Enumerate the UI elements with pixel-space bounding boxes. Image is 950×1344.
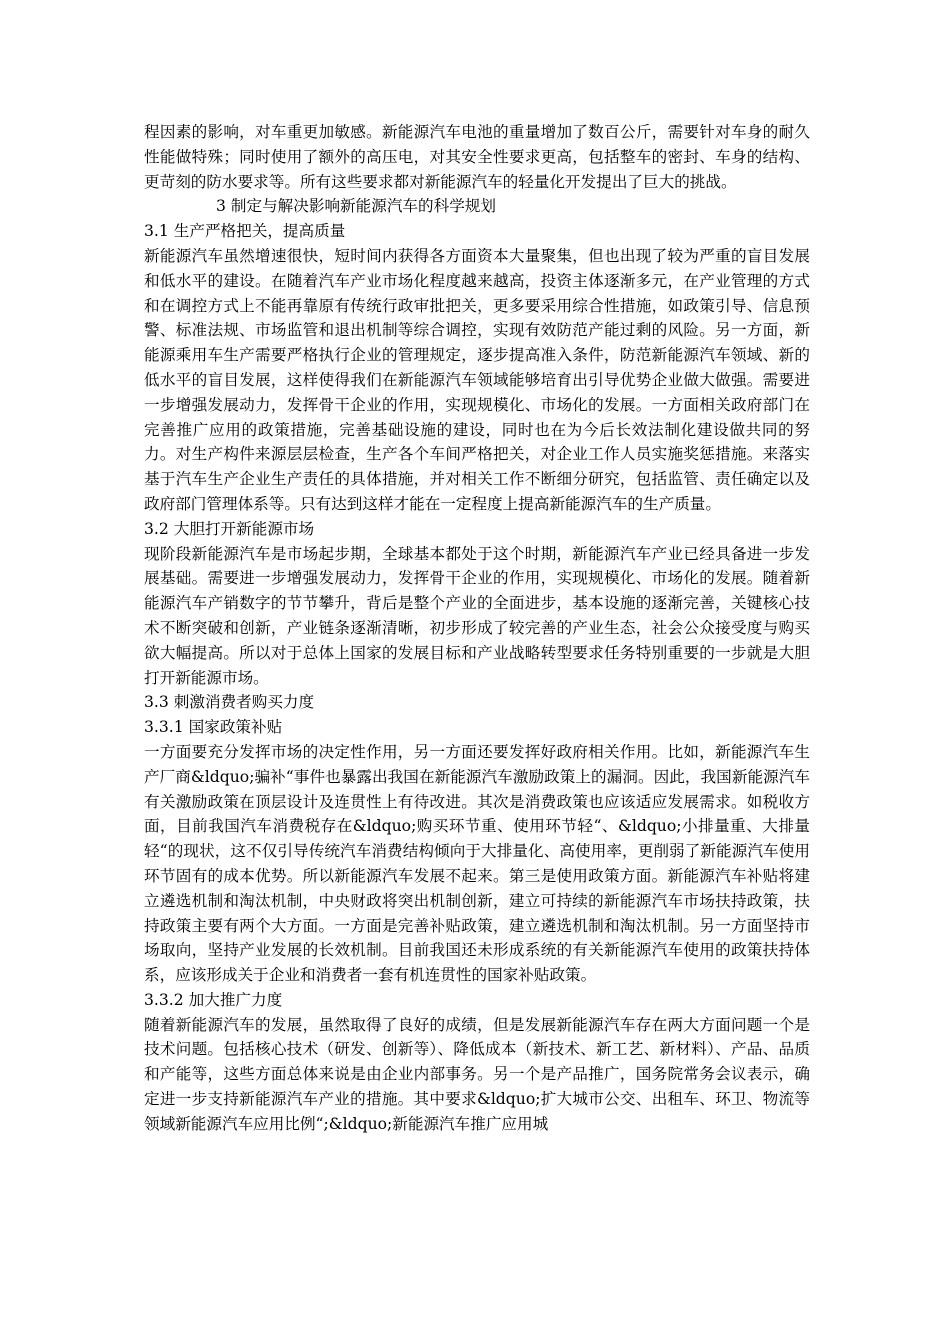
section-3-title: 3 制定与解决影响新能源汽车的科学规划 <box>216 197 496 216</box>
section-3-2-heading: 3.2 大胆打开新能源市场 <box>144 519 315 538</box>
section-3-2-paragraph: 现阶段新能源汽车是市场起步期，全球基本都处于这个时期，新能源汽车产业已经具备进一步发展基础。需要进一步增强发展动力，发挥骨干企业的作用，实现规模化、市场化的发展。随着新能源汽车产销数字的节节攀升，背后是整个产业的全面进步，基本设施的逐渐完善，关键核心技术不断突破和创新，产业链条逐渐清晰，初步形成了较完善的产业生态，社会公众接受度与购买欲大幅提高。所以对于总体上国家的发展目标和产业战略转型要求任务特别重要的一步就是大胆打开新能源市场。 <box>144 544 810 687</box>
intro-paragraph: 程因素的影响，对车重更加敏感。新能源汽车电池的重量增加了数百公斤，需要针对车身的耐久性能做特殊；同时使用了额外的高压电，对其安全性要求更高，包括整车的密封、车身的结构、更苛刻的防水要求等。所有这些要求都对新能源汽车的轻量化开发提出了巨大的挑战。 <box>144 123 810 191</box>
section-3-3-2-heading: 3.3.2 加大推广力度 <box>144 990 283 1009</box>
section-3-3-heading: 3.3 刺激消费者购买力度 <box>144 693 315 712</box>
section-3-3-1-heading: 3.3.1 国家政策补贴 <box>144 718 283 737</box>
section-3-3-2-paragraph: 随着新能源汽车的发展，虽然取得了良好的成绩，但是发展新能源汽车存在两大方面问题一个是技术问题。包括核心技术（研发、创新等）、降低成本（新技术、新工艺、新材料）、产品、品质和产能等，这些方面总体来说是由企业内部事务。另一个是产品推广，国务院常务会议表示，确定进一步支持新能源汽车产业的措施。其中要求&ldquo;扩大城市公交、出租车、环卫、物流等领域新能源汽车应用比例“;&ldquo;新能源汽车推广应用城 <box>144 1015 810 1133</box>
section-3-3-1-paragraph: 一方面要充分发挥市场的决定性作用，另一方面还要发挥好政府相关作用。比如，新能源汽车生产厂商&ldquo;骗补“事件也暴露出我国在新能源汽车激励政策上的漏洞。因此，我国新能源汽车有关激励政策在顶层设计及连贯性上有待改进。其次是消费政策也应该适应发展需求。如税收方面，目前我国汽车消费税存在&ldquo;购买环节重、使用环节轻“、&ldquo;小排量重、大排量轻“的现状，这不仅引导传统汽车消费结构倾向于大排量化、高使用率，更削弱了新能源汽车使用环节固有的成本优势。所以新能源汽车发展不起来。第三是使用政策方面。新能源汽车补贴将建立遴选机制和淘汰机制，中央财政将突出机制创新，建立可持续的新能源汽车市场扶持政策，扶持政策主要有两个大方面。一方面是完善补贴政策，建立遴选机制和淘汰机制。另一方面坚持市场取向，坚持产业发展的长效机制。目前我国还未形成系统的有关新能源汽车使用的政策扶持体系，应该形成关于企业和消费者一套有机连贯性的国家补贴政策。 <box>144 742 810 985</box>
section-3-1-paragraph: 新能源汽车虽然增速很快，短时间内获得各方面资本大量聚集，但也出现了较为严重的盲目发展和低水平的建设。在随着汽车产业市场化程度越来越高，投资主体逐渐多元，在产业管理的方式和在调控方式上不能再靠原有传统行政审批把关，更多要采用综合性措施，如政策引导、信息预警、标准法规、市场监管和退出机制等综合调控，实现有效防范产能过剩的风险。另一方面，新能源乘用车生产需要严格执行企业的管理规定，逐步提高准入条件，防范新能源汽车领域、新的低水平的盲目发展，这样使得我们在新能源汽车领域能够培育出引导优势企业做大做强。需要进一步增强发展动力，发挥骨干企业的作用，实现规模化、市场化的发展。一方面相关政府部门在完善推广应用的政策措施，完善基础设施的建设，同时也在为今后长效法制化建设做共同的努力。对生产构件来源层层检查，生产各个车间严格把关，对企业工作人员实施奖惩措施。来落实基于汽车生产企业生产责任的具体措施，并对相关工作不断细分研究，包括监管、责任确定以及政府部门管理体系等。只有达到这样才能在一定程度上提高新能源汽车的生产质量。 <box>144 246 810 513</box>
section-3-1-heading: 3.1 生产严格把关，提高质量 <box>144 222 346 241</box>
